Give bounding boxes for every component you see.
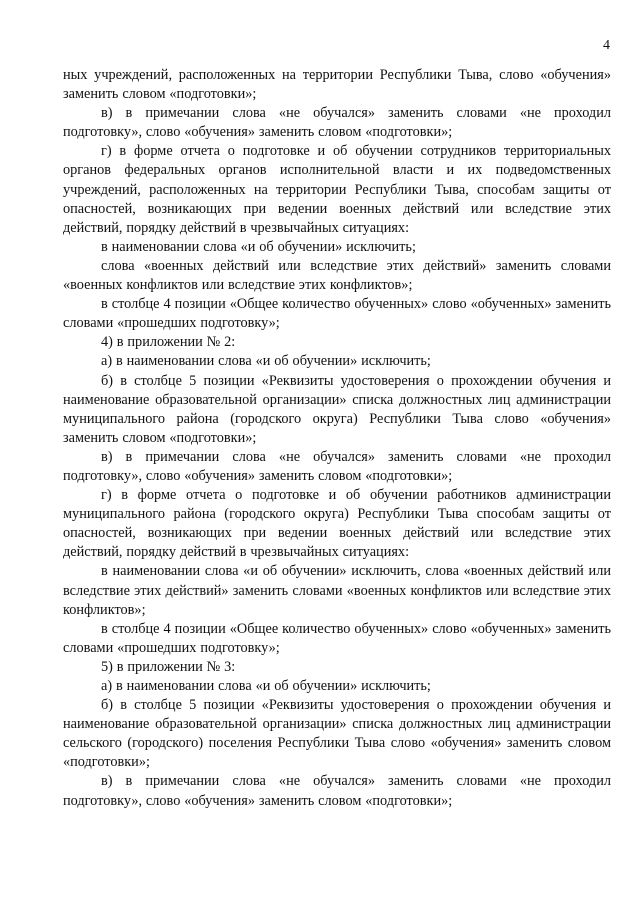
paragraph: в) в примечании слова «не обучался» заменить словами «не проходил подготовку», слово «обучения» заменить словом «подготовки»; [63, 773, 611, 809]
paragraph-continuation: ных учреждений, расположенных на территории Республики Тыва, слово «обучения» заменить словом «подготовки»; [63, 67, 611, 103]
paragraph: 5) в приложении № 3: [101, 658, 236, 675]
paragraph: 4) в приложении № 2: [101, 334, 236, 351]
paragraph: а) в наименовании слова «и об обучении» исключить; [101, 678, 431, 694]
paragraph: г) в форме отчета о подготовке и об обучении работников администрации муниципального района (городского округа) Республики Тыва способам защиты от опасностей, возникающих при ведении военных действий или вследствие этих действий, порядку действий в чрезвычайных ситуациях: [63, 487, 611, 561]
paragraph: б) в столбце 5 позиции «Реквизиты удостоверения о прохождении обучения и наименование образовательной организации» списка должностных лиц администрации сельского (городского) поселения Республики Тыва слово «обучения» заменить словом «подготовки»; [63, 697, 611, 771]
paragraph: б) в столбце 5 позиции «Реквизиты удостоверения о прохождении обучения и наименование образовательной организации» списка должностных лиц администрации муниципального района (городского округа) Республики Тыва слово «обучения» заменить словом «подготовки»; [63, 372, 611, 446]
paragraph: слова «военных действий или вследствие этих действий» заменить словами «военных конфликтов или вследствие этих конфликтов»; [63, 257, 611, 294]
paragraph: г) в форме отчета о подготовке и об обучении сотрудников территориальных органов федеральных органов исполнительной власти и их подведомственных учреждений, расположенных на территории Республики Тыва, способам защиты от опасностей, возникающих при ведении военных действий или вследствие этих действий, порядку действий в чрезвычайных ситуациях: [63, 143, 611, 236]
page-number: 4 [603, 38, 610, 53]
paragraph: а) в наименовании слова «и об обучении» исключить; [101, 353, 431, 370]
document-body [63, 66, 611, 811]
paragraph: в) в примечании слова «не обучался» заменить словами «не проходил подготовку», слово «обучения» заменить словом «подготовки»; [63, 105, 611, 141]
paragraph: в) в примечании слова «не обучался» заменить словами «не проходил подготовку», слово «обучения» заменить словом «подготовки»; [63, 448, 611, 484]
paragraph: в столбце 4 позиции «Общее количество обученных» слово «обученных» заменить словами «прошедших подготовку»; [63, 620, 611, 656]
paragraph: в столбце 4 позиции «Общее количество обученных» слово «обученных» заменить словами «прошедших подготовку»; [63, 296, 611, 332]
paragraph: в наименовании слова «и об обучении» исключить, слова «военных действий или вследствие этих действий» заменить словами «военных конфликтов или вследствие этих конфликтов»; [63, 563, 611, 618]
paragraph: в наименовании слова «и об обучении» исключить; [101, 238, 416, 255]
